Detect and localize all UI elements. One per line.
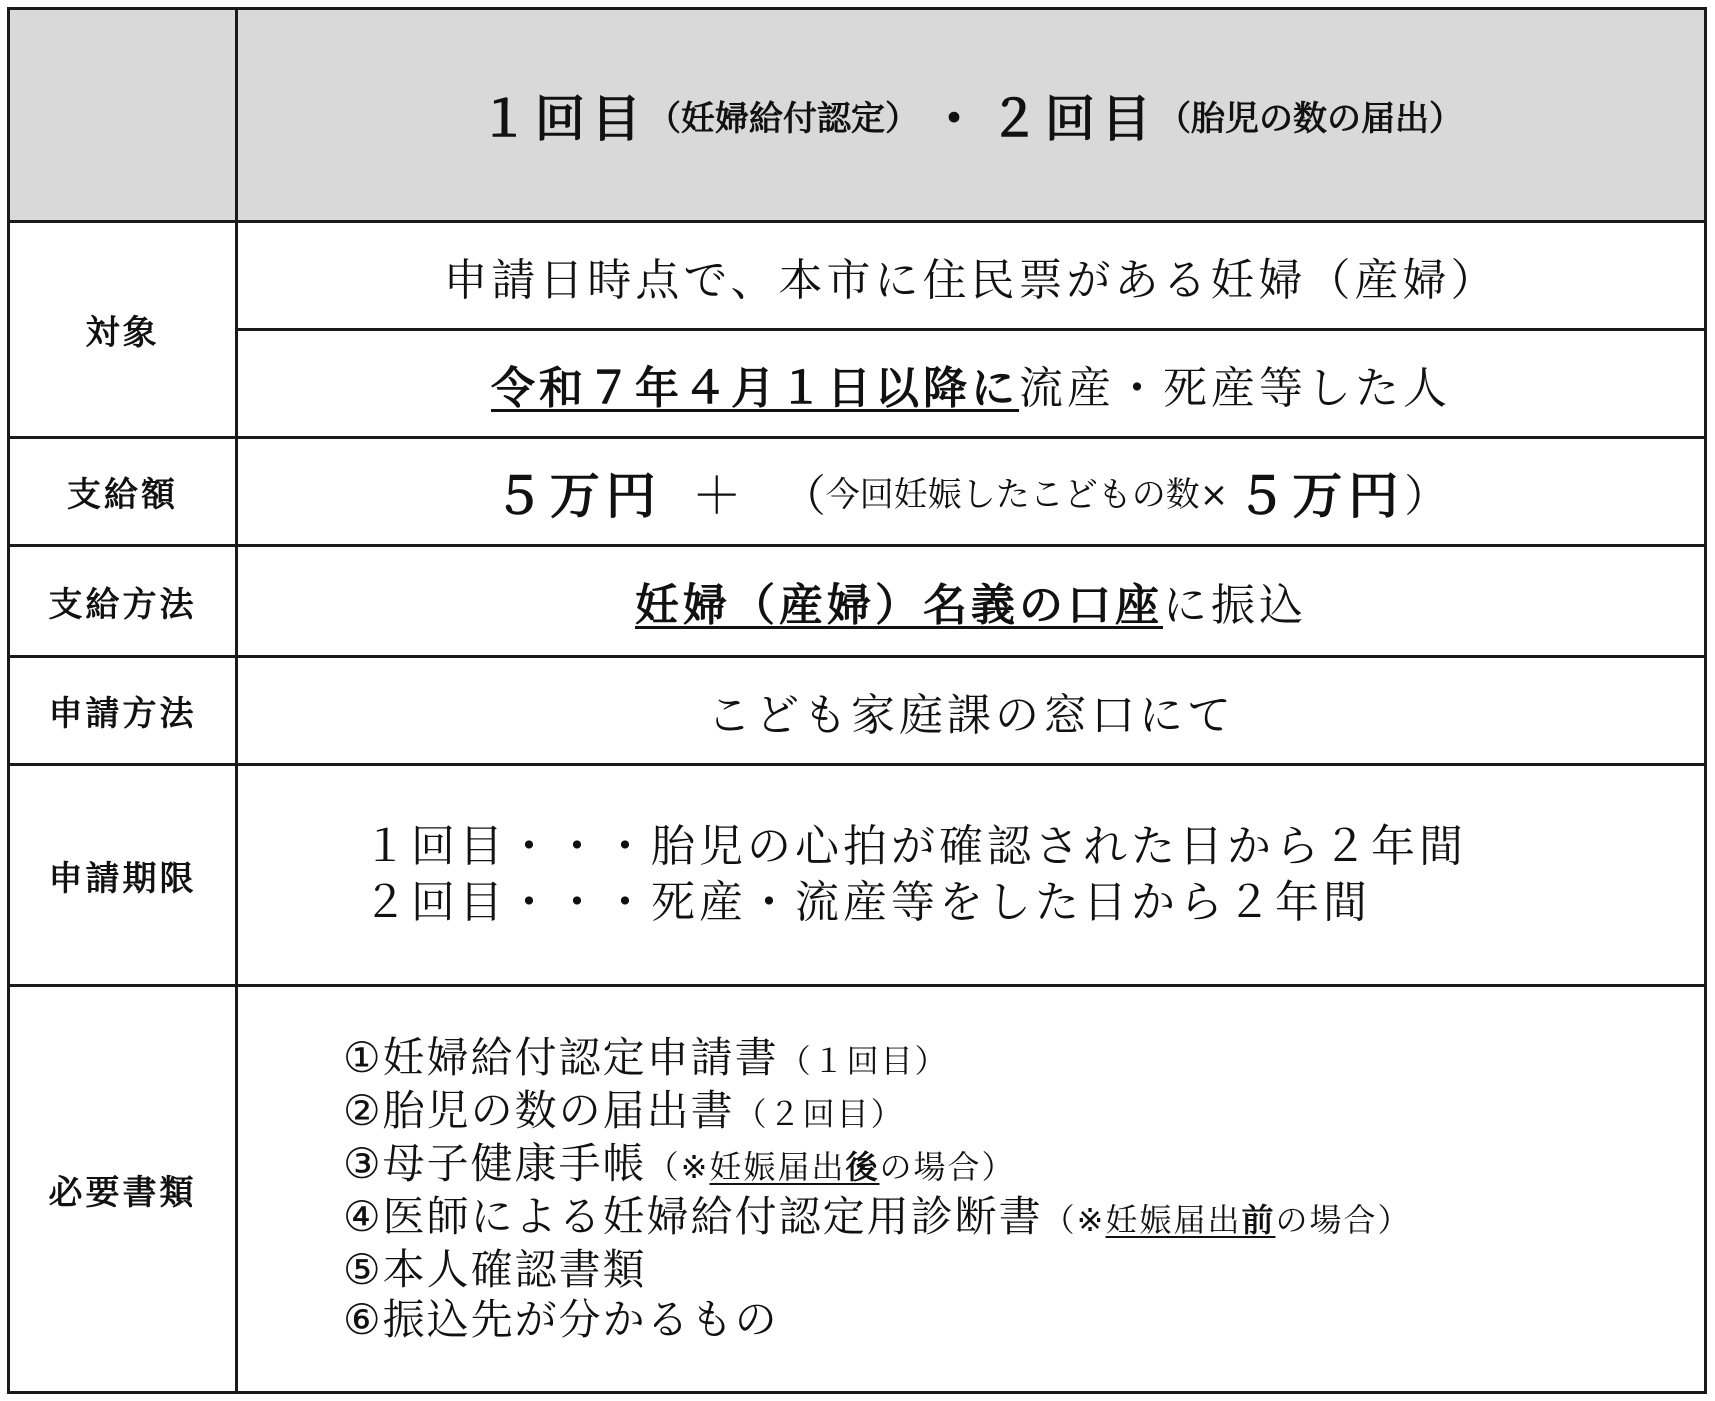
table-header <box>238 10 1704 220</box>
doc-1-note: （１回目） <box>778 1042 949 1080</box>
payment-method-value <box>238 547 1704 655</box>
amount-paren-close: ） <box>1404 470 1449 522</box>
doc-5: ⑤本人確認書類 <box>343 1245 647 1294</box>
doc-1: ①妊婦給付認定申請書 <box>343 1033 779 1082</box>
amount-paren-open: （ <box>781 470 826 522</box>
target-line1: 申請日時点で、本市に住民票がある妊婦（産婦） <box>443 254 1499 306</box>
amount-unit: ５万円 <box>1236 466 1405 525</box>
header-round2: ２回目 <box>989 90 1157 148</box>
amount-plus: ＋ <box>691 466 742 525</box>
doc-4-note-close: の場合） <box>1275 1201 1412 1239</box>
row-divider <box>238 328 1704 331</box>
label-amount: 支給額 <box>67 475 178 515</box>
doc-2-note: （２回目） <box>734 1095 905 1133</box>
doc-3-note-after: 後 <box>845 1148 880 1186</box>
row-divider <box>10 544 1704 547</box>
list-item <box>343 1245 647 1295</box>
deadline-value <box>238 766 1704 984</box>
doc-4-note-open: （※ <box>1042 1201 1106 1239</box>
column-divider <box>235 10 238 1391</box>
benefit-table <box>7 7 1707 1394</box>
payment-rest: に振込 <box>1163 580 1307 631</box>
target-date-emphasis: 令和７年４月１日以降に <box>491 362 1019 414</box>
deadline-line1: １回目・・・胎児の心拍が確認された日から２年間 <box>363 821 1467 872</box>
doc-3: ③母子健康手帳 <box>343 1139 647 1188</box>
label-payment-method: 支給方法 <box>48 584 197 625</box>
documents-list <box>238 987 1704 1391</box>
row-divider <box>10 655 1704 658</box>
amount-formula: 今回妊娠したこどもの数× <box>825 475 1229 515</box>
header-separator: ・ <box>929 90 979 148</box>
doc-3-note-underlined: 妊娠届出 <box>709 1148 846 1186</box>
doc-2: ②胎児の数の届出書 <box>343 1086 735 1135</box>
row-divider <box>10 220 1704 223</box>
header-round1-sub: （妊婦給付認定） <box>647 98 919 139</box>
doc-6: ⑥振込先が分かるもの <box>343 1295 779 1344</box>
label-apply-method: 申請方法 <box>48 694 197 734</box>
list-item <box>343 1295 779 1345</box>
header-round1: １回目 <box>479 90 647 148</box>
label-documents: 必要書類 <box>48 1172 197 1213</box>
apply-method-value: こども家庭課の窓口にて <box>707 689 1235 741</box>
doc-3-note-open: （※ <box>646 1148 710 1186</box>
doc-4-note-underlined: 妊娠届出 <box>1105 1201 1242 1239</box>
target-line2 <box>238 331 1704 436</box>
label-target: 対象 <box>85 313 160 353</box>
row-divider <box>10 763 1704 766</box>
list-item <box>343 1139 1016 1192</box>
row-divider <box>10 436 1704 439</box>
doc-4: ④医師による妊婦給付認定用診断書 <box>343 1192 1043 1241</box>
doc-3-note <box>647 1148 1016 1186</box>
target-line2-rest: 流産・死産等した人 <box>1019 362 1451 414</box>
label-deadline: 申請期限 <box>48 858 197 899</box>
amount-value <box>238 439 1704 544</box>
doc-4-note-before: 前 <box>1241 1201 1276 1239</box>
payment-account-emphasis: 妊婦（産婦）名義の口座 <box>635 580 1163 631</box>
amount-base: ５万円 <box>493 466 662 525</box>
row-divider <box>10 984 1704 987</box>
doc-4-note <box>1043 1201 1412 1239</box>
doc-3-note-close: の場合） <box>879 1148 1016 1186</box>
deadline-line2: ２回目・・・死産・流産等をした日から２年間 <box>363 877 1371 928</box>
list-item <box>343 1086 905 1139</box>
header-round2-sub: （胎児の数の届出） <box>1157 98 1463 139</box>
list-item <box>343 1033 949 1086</box>
list-item <box>343 1192 1412 1245</box>
